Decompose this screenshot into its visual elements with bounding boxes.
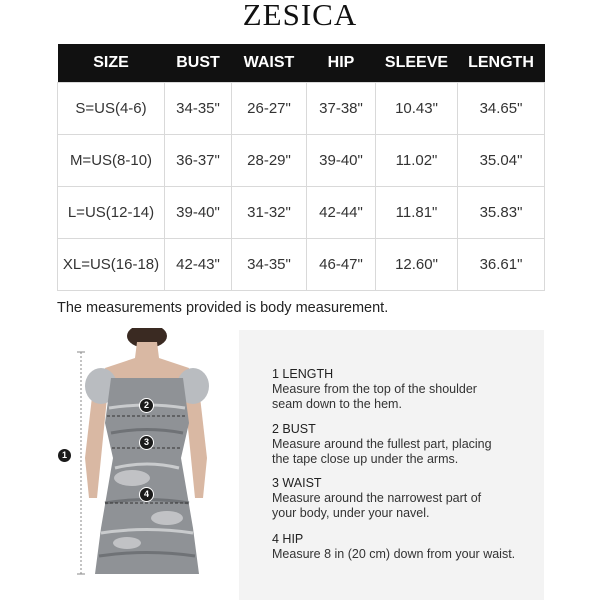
cell-bust: 34-35" (165, 83, 232, 135)
size-chart-table (57, 44, 545, 291)
header-hip: HIP (307, 44, 376, 83)
cell-sleeve: 12.60" (376, 239, 458, 291)
cell-sleeve: 11.81" (376, 187, 458, 239)
cell-length: 35.04" (458, 135, 545, 187)
marker-waist: 3 (139, 435, 154, 450)
cell-waist: 28-29" (232, 135, 307, 187)
guide-hip (272, 532, 515, 562)
cell-length: 35.83" (458, 187, 545, 239)
cell-size: XL=US(16-18) (58, 239, 165, 291)
table-row (58, 239, 545, 291)
guide-length-line: Measure from the top of the shoulder (272, 382, 477, 396)
cell-bust: 36-37" (165, 135, 232, 187)
dress-illustration (57, 328, 232, 600)
cell-bust: 42-43" (165, 239, 232, 291)
cell-hip: 37-38" (307, 83, 376, 135)
cell-length: 36.61" (458, 239, 545, 291)
cell-waist: 34-35" (232, 239, 307, 291)
table-row (58, 187, 545, 239)
measurement-guide-panel (239, 330, 544, 600)
marker-length: 1 (57, 448, 72, 463)
guide-bust-title: 2 BUST (272, 422, 316, 436)
guide-bust-line: Measure around the fullest part, placing (272, 437, 492, 451)
cell-hip: 42-44" (307, 187, 376, 239)
guide-waist (272, 476, 481, 521)
guide-bust-line: the tape close up under the arms. (272, 452, 459, 466)
table-header-row (58, 44, 545, 83)
header-size: SIZE (58, 44, 165, 83)
cell-size: S=US(4-6) (58, 83, 165, 135)
brand-logo: ZESICA (242, 0, 358, 32)
measurement-note: The measurements provided is body measurement. (57, 300, 389, 316)
guide-length (272, 367, 477, 412)
table-row (58, 135, 545, 187)
header-length: LENGTH (458, 44, 545, 83)
guide-waist-title: 3 WAIST (272, 476, 322, 490)
guide-length-line: seam down to the hem. (272, 397, 402, 411)
cell-waist: 31-32" (232, 187, 307, 239)
cell-sleeve: 11.02" (376, 135, 458, 187)
guide-length-title: 1 LENGTH (272, 367, 334, 381)
marker-hip: 4 (139, 487, 154, 502)
cell-hip: 39-40" (307, 135, 376, 187)
cell-waist: 26-27" (232, 83, 307, 135)
cell-size: L=US(12-14) (58, 187, 165, 239)
cell-sleeve: 10.43" (376, 83, 458, 135)
header-sleeve: SLEEVE (376, 44, 458, 83)
model-figure (57, 328, 232, 600)
cell-hip: 46-47" (307, 239, 376, 291)
header-bust: BUST (165, 44, 232, 83)
marker-bust: 2 (139, 398, 154, 413)
guide-hip-line: Measure 8 in (20 cm) down from your waist. (272, 547, 516, 561)
guide-hip-title: 4 HIP (272, 532, 304, 546)
header-waist: WAIST (232, 44, 307, 83)
guide-waist-line: your body, under your navel. (272, 506, 430, 520)
cell-length: 34.65" (458, 83, 545, 135)
cell-size: M=US(8-10) (58, 135, 165, 187)
guide-waist-line: Measure around the narrowest part of (272, 491, 482, 505)
cell-bust: 39-40" (165, 187, 232, 239)
guide-bust (272, 422, 492, 467)
table-row (58, 83, 545, 135)
